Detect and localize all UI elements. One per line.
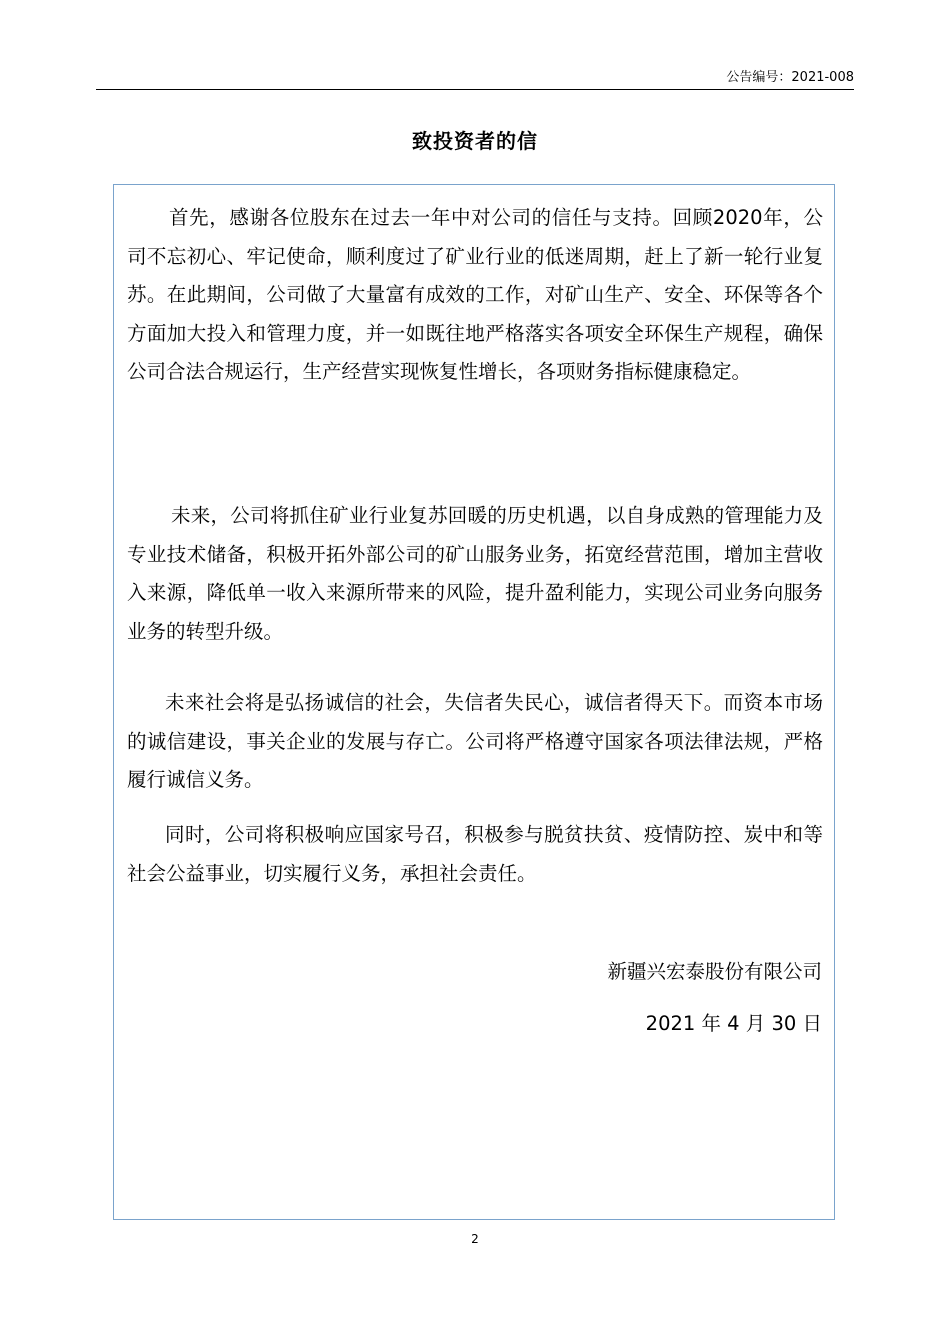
paragraph-future-plans: 未来，公司将抓住矿业行业复苏回暖的历史机遇，以自身成熟的管理能力及专业技术储备，积极开拓外部公司的矿山服务业务，拓宽经营范围，增加主营收入来源，降低单一收入来源所带来的风险，提升盈利能力，实现公司业务向服务业务的转型升级。: [127, 504, 823, 643]
paragraph-gratitude: 首先，感谢各位股东在过去一年中对公司的信任与支持。回顾2020年，公司不忘初心、牢记使命，顺利度过了矿业行业的低迷周期，赶上了新一轮行业复苏。在此期间，公司做了大量富有成效的工作，对矿山生产、安全、环保等各个方面加大投入和管理力度，并一如既往地严格落实各项安全环保生产规程，确保公司合法合规运行，生产经营实现恢复性增长，各项财务指标健康稳定。: [127, 206, 823, 383]
paragraph-integrity: 未来社会将是弘扬诚信的社会，失信者失民心，诚信者得天下。而资本市场的诚信建设，事关企业的发展与存亡。公司将严格遵守国家各项法律法规，严格履行诚信义务。: [127, 691, 823, 791]
signature-date: 2021 年 4 月 30 日: [645, 1012, 822, 1035]
page-number: 2: [471, 1232, 479, 1246]
paragraph-social-responsibility: 同时，公司将积极响应国家号召，积极参与脱贫扶贫、疫情防控、炭中和等社会公益事业，切实履行义务，承担社会责任。: [127, 823, 823, 885]
announcement-number: 公告编号：2021-008: [726, 70, 854, 85]
header-divider: [96, 89, 854, 90]
letter-title: 致投资者的信: [412, 129, 538, 153]
signature-company: 新疆兴宏泰股份有限公司: [607, 960, 822, 983]
